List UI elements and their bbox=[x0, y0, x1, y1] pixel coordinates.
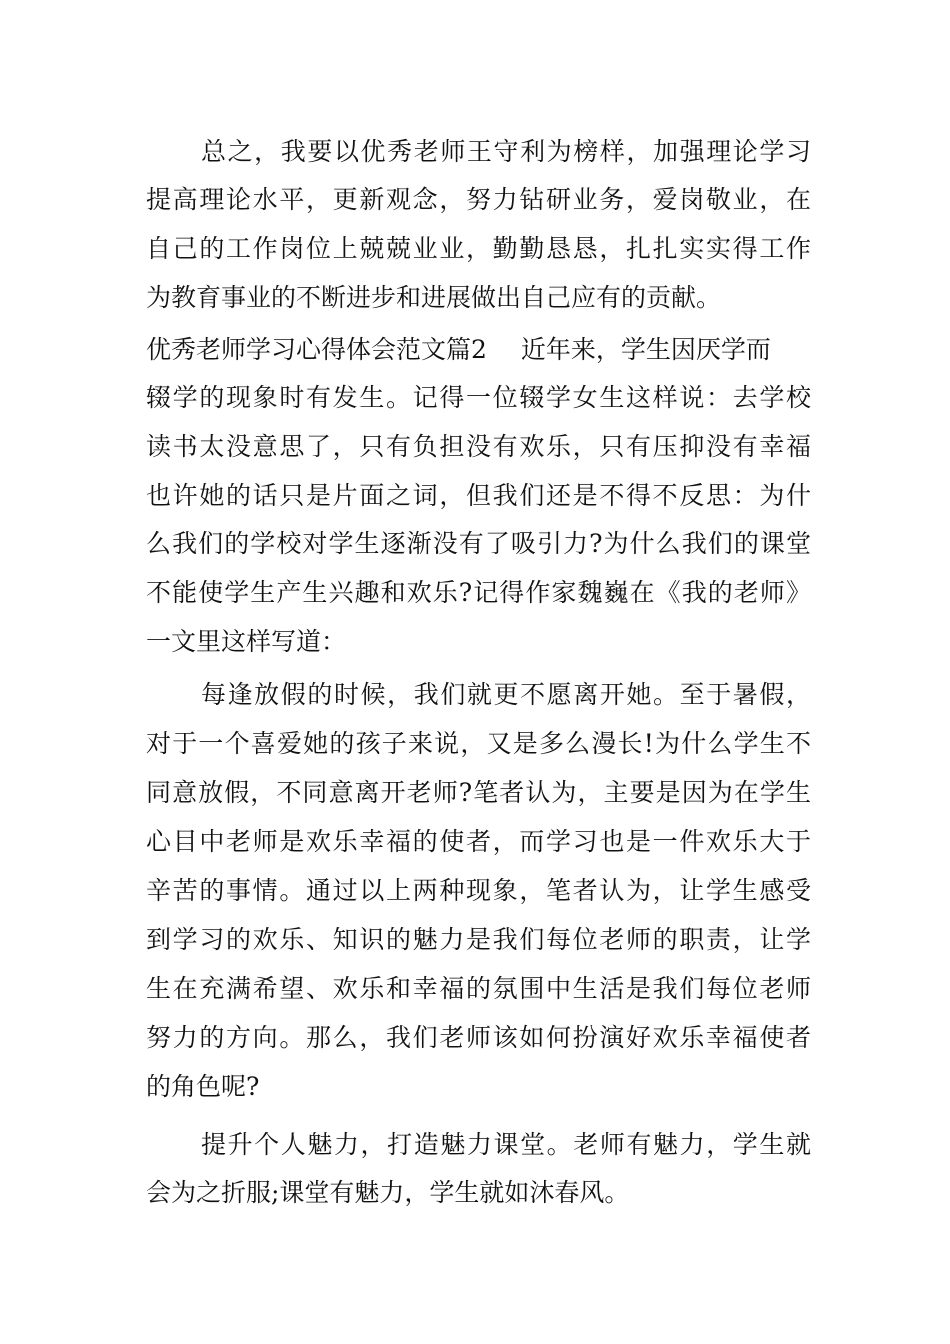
paragraph-line: 读书太没意思了，只有负担没有欢乐，只有压抑没有幸福 bbox=[146, 432, 811, 461]
paragraph-line: 自己的工作岗位上兢兢业业，勤勤恳恳，扎扎实实得工作 bbox=[146, 234, 811, 263]
paragraph-line: 对于一个喜爱她的孩子来说，又是多么漫长!为什么学生不 bbox=[146, 729, 811, 758]
paragraph-line: 也许她的话只是片面之词，但我们还是不得不反思：为什 bbox=[146, 481, 811, 510]
paragraph-line: 的角色呢? bbox=[146, 1072, 260, 1101]
paragraph-line: 辍学的现象时有发生。记得一位辍学女生这样说：去学校 bbox=[146, 383, 811, 412]
section-heading: 优秀老师学习心得体会范文篇2 bbox=[146, 335, 487, 364]
paragraph-line: 辛苦的事情。通过以上两种现象，笔者认为，让学生感受 bbox=[146, 876, 811, 905]
paragraph-line: 不能使学生产生兴趣和欢乐?记得作家魏巍在《我的老师》 bbox=[146, 578, 811, 607]
paragraph-line: 心目中老师是欢乐幸福的使者，而学习也是一件欢乐大于 bbox=[146, 827, 811, 856]
paragraph-line: 提高理论水平，更新观念，努力钻研业务，爱岗敬业，在 bbox=[146, 185, 811, 214]
paragraph-line: 生在充满希望、欢乐和幸福的氛围中生活是我们每位老师 bbox=[146, 974, 811, 1003]
paragraph-line: 为教育事业的不断进步和进展做出自己应有的贡献。 bbox=[146, 283, 722, 312]
paragraph-line: 努力的方向。那么，我们老师该如何扮演好欢乐幸福使者 bbox=[146, 1023, 811, 1052]
paragraph-line: 到学习的欢乐、知识的魅力是我们每位老师的职责，让学 bbox=[146, 925, 811, 954]
paragraph-line: 一文里这样写道： bbox=[146, 627, 347, 656]
section-heading-line bbox=[146, 325, 811, 375]
paragraph-line: 会为之折服;课堂有魅力，学生就如沐春风。 bbox=[146, 1178, 630, 1207]
paragraph-line: 么我们的学校对学生逐渐没有了吸引力?为什么我们的课堂 bbox=[146, 529, 811, 558]
paragraph-line: 每逢放假的时候，我们就更不愿离开她。至于暑假， bbox=[201, 680, 811, 709]
paragraph-line: 总之，我要以优秀老师王守利为榜样，加强理论学习 bbox=[201, 137, 811, 166]
paragraph-line-start: 近年来，学生因厌学而 bbox=[520, 335, 771, 364]
paragraph-line: 同意放假，不同意离开老师?笔者认为，主要是因为在学生 bbox=[146, 778, 811, 807]
paragraph-line: 提升个人魅力，打造魅力课堂。老师有魅力，学生就 bbox=[201, 1130, 811, 1159]
